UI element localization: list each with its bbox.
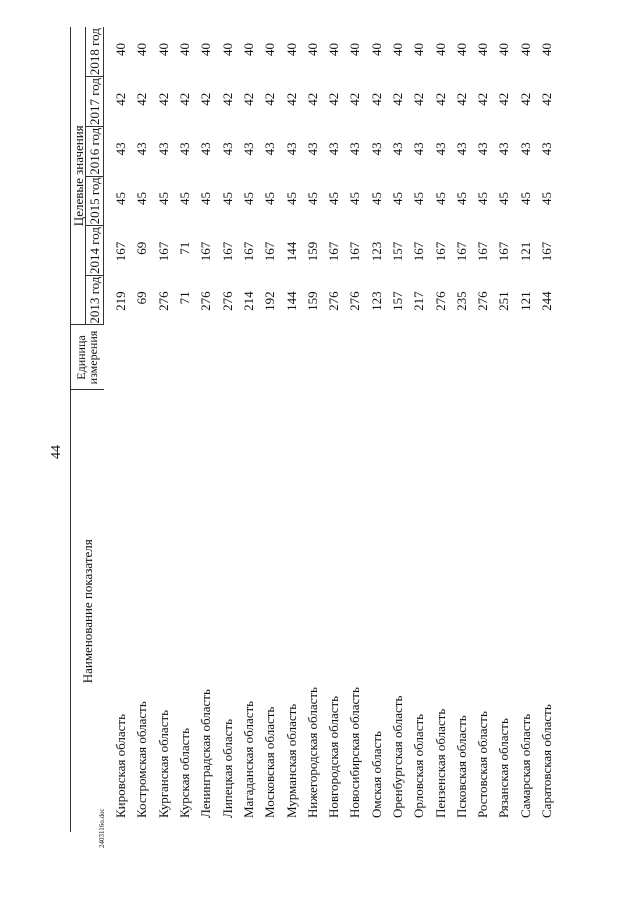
value-cell: 235 <box>453 291 469 311</box>
value-cell: 42 <box>219 92 235 106</box>
value-cell: 42 <box>411 92 427 106</box>
value-cell: 167 <box>240 241 256 262</box>
table-row <box>238 27 259 832</box>
unit-cell <box>408 325 429 390</box>
value-cell: 45 <box>390 192 405 206</box>
value-cell: 42 <box>304 92 320 106</box>
value-cell: 40 <box>390 43 405 56</box>
table-row <box>536 27 557 832</box>
header-indicator-name: Наименование показателя <box>71 390 104 832</box>
region-name: Мурманская область <box>283 703 299 818</box>
value-cell: 43 <box>347 142 363 156</box>
header-year: 2018 год <box>87 28 102 76</box>
region-name: Липецкая область <box>219 718 235 818</box>
unit-cell <box>344 325 365 390</box>
value-cell: 43 <box>283 142 299 156</box>
value-cell: 167 <box>113 241 129 262</box>
value-cell: 43 <box>368 142 384 156</box>
value-cell: 42 <box>177 92 193 106</box>
unit-cell <box>323 325 344 390</box>
value-cell: 45 <box>539 192 555 206</box>
value-cell: 45 <box>496 192 512 206</box>
value-cell: 45 <box>219 192 235 206</box>
value-cell: 42 <box>347 92 363 106</box>
unit-cell <box>238 325 259 390</box>
value-cell: 40 <box>262 43 278 56</box>
table-row <box>408 27 429 832</box>
value-cell: 167 <box>347 241 363 262</box>
value-cell: 167 <box>262 241 278 262</box>
value-cell: 40 <box>219 43 235 56</box>
value-cell: 40 <box>368 43 384 56</box>
unit-cell <box>387 325 408 390</box>
table-row <box>323 27 344 832</box>
value-cell: 45 <box>240 192 256 206</box>
region-name: Оренбургская область <box>390 695 405 818</box>
region-name: Курская область <box>177 727 193 818</box>
value-cell: 123 <box>368 291 384 311</box>
value-cell: 42 <box>496 92 512 106</box>
unit-cell <box>259 325 280 390</box>
value-cell: 144 <box>283 241 299 262</box>
table-row <box>131 27 152 832</box>
value-cell: 42 <box>368 92 384 106</box>
value-cell: 276 <box>347 291 363 311</box>
value-cell: 40 <box>432 43 448 56</box>
value-cell: 42 <box>453 92 469 106</box>
unit-cell <box>536 325 557 390</box>
value-cell: 167 <box>432 241 448 262</box>
value-cell: 40 <box>155 43 171 56</box>
table-row <box>174 27 195 832</box>
value-cell: 40 <box>177 43 193 56</box>
value-cell: 121 <box>517 291 533 311</box>
value-cell: 43 <box>262 142 278 156</box>
value-cell: 167 <box>219 241 235 262</box>
value-cell: 40 <box>283 43 299 56</box>
table-row <box>493 27 514 832</box>
table-row <box>104 27 132 832</box>
value-cell: 69 <box>134 291 150 305</box>
value-cell: 43 <box>134 142 150 156</box>
value-cell: 214 <box>240 291 256 311</box>
region-name: Омская область <box>368 731 384 818</box>
header-year: 2017 год <box>87 78 102 126</box>
region-name: Рязанская область <box>496 718 512 818</box>
value-cell: 43 <box>411 142 427 156</box>
table-row <box>280 27 301 832</box>
value-cell: 45 <box>155 192 171 206</box>
value-cell: 244 <box>539 291 555 311</box>
value-cell: 121 <box>517 241 533 262</box>
value-cell: 217 <box>411 291 427 311</box>
region-name: Ленинградская область <box>198 689 214 818</box>
value-cell: 42 <box>283 92 299 106</box>
table-body <box>104 27 558 832</box>
value-cell: 144 <box>283 291 299 311</box>
table-header-row <box>71 27 86 832</box>
table-row <box>216 27 237 832</box>
value-cell: 40 <box>326 43 342 56</box>
value-cell: 276 <box>475 291 491 311</box>
unit-cell <box>153 325 174 390</box>
value-cell: 276 <box>198 291 214 311</box>
region-name: Орловская область <box>411 713 427 818</box>
unit-cell <box>451 325 472 390</box>
value-cell: 43 <box>240 142 256 156</box>
value-cell: 43 <box>475 142 491 156</box>
value-cell: 45 <box>198 192 214 206</box>
value-cell: 43 <box>432 142 448 156</box>
value-cell: 45 <box>177 192 193 206</box>
header-year: 2016 год <box>87 127 102 175</box>
value-cell: 45 <box>283 192 299 206</box>
value-cell: 45 <box>517 192 533 206</box>
table-row <box>451 27 472 832</box>
table-row <box>259 27 280 832</box>
value-cell: 40 <box>304 43 320 56</box>
value-cell: 40 <box>240 43 256 56</box>
value-cell: 167 <box>496 241 512 262</box>
value-cell: 40 <box>134 43 150 56</box>
region-name: Псковская область <box>453 715 469 818</box>
value-cell: 45 <box>453 192 469 206</box>
header-target-values: Целевые значения <box>71 27 86 325</box>
value-cell: 69 <box>134 241 150 255</box>
value-cell: 192 <box>262 291 278 311</box>
value-cell: 45 <box>113 192 129 206</box>
value-cell: 71 <box>177 241 193 255</box>
table-row <box>429 27 450 832</box>
value-cell: 40 <box>517 43 533 56</box>
value-cell: 40 <box>198 43 214 56</box>
document-code: 2403116о.doc <box>98 808 106 848</box>
value-cell: 40 <box>539 43 555 56</box>
value-cell: 42 <box>539 92 555 106</box>
value-cell: 45 <box>262 192 278 206</box>
value-cell: 45 <box>326 192 342 206</box>
value-cell: 43 <box>390 142 405 156</box>
value-cell: 42 <box>113 92 129 106</box>
value-cell: 43 <box>304 142 320 156</box>
region-name: Костромская область <box>134 701 150 818</box>
unit-cell <box>131 325 152 390</box>
table-row <box>153 27 174 832</box>
value-cell: 42 <box>262 92 278 106</box>
value-cell: 42 <box>432 92 448 106</box>
value-cell: 157 <box>390 241 405 262</box>
unit-cell <box>195 325 216 390</box>
value-cell: 40 <box>453 43 469 56</box>
region-name: Пензенская область <box>432 708 448 818</box>
value-cell: 42 <box>390 92 405 106</box>
value-cell: 42 <box>198 92 214 106</box>
value-cell: 42 <box>240 92 256 106</box>
value-cell: 40 <box>475 43 491 56</box>
value-cell: 43 <box>517 142 533 156</box>
region-name: Курганская область <box>155 709 171 818</box>
header-unit-line2: измерения <box>86 330 101 385</box>
unit-cell <box>216 325 237 390</box>
value-cell: 43 <box>326 142 342 156</box>
unit-cell <box>515 325 536 390</box>
header-unit <box>71 325 104 390</box>
value-cell: 45 <box>347 192 363 206</box>
unit-cell <box>429 325 450 390</box>
value-cell: 43 <box>155 142 171 156</box>
value-cell: 43 <box>453 142 469 156</box>
region-name: Новосибирская область <box>347 687 363 818</box>
value-cell: 159 <box>304 241 320 262</box>
indicators-table <box>70 27 557 832</box>
value-cell: 167 <box>326 241 342 262</box>
unit-cell <box>493 325 514 390</box>
region-name: Магаданская область <box>240 700 256 818</box>
value-cell: 45 <box>475 192 491 206</box>
unit-cell <box>280 325 301 390</box>
value-cell: 167 <box>155 241 171 262</box>
unit-cell <box>302 325 323 390</box>
value-cell: 42 <box>326 92 342 106</box>
value-cell: 167 <box>475 241 491 262</box>
value-cell: 42 <box>475 92 491 106</box>
unit-cell <box>174 325 195 390</box>
unit-cell <box>104 325 132 390</box>
table-row <box>366 27 387 832</box>
table-row <box>302 27 323 832</box>
value-cell: 276 <box>432 291 448 311</box>
region-name: Кировская область <box>112 713 128 818</box>
unit-cell <box>366 325 387 390</box>
value-cell: 219 <box>113 291 129 311</box>
table-row <box>515 27 536 832</box>
value-cell: 40 <box>496 43 512 56</box>
value-cell: 159 <box>304 291 320 311</box>
region-name: Московская область <box>262 706 278 818</box>
table-row <box>472 27 493 832</box>
table-row <box>195 27 216 832</box>
value-cell: 43 <box>496 142 512 156</box>
value-cell: 276 <box>219 291 235 311</box>
unit-cell <box>472 325 493 390</box>
value-cell: 276 <box>155 291 171 311</box>
value-cell: 167 <box>453 241 469 262</box>
value-cell: 251 <box>496 291 512 311</box>
value-cell: 157 <box>390 291 405 311</box>
value-cell: 123 <box>368 241 384 262</box>
region-name: Нижегородская область <box>304 687 320 818</box>
page-number: 44 <box>49 445 64 459</box>
rotated-table-page <box>70 27 592 832</box>
header-year: 2015 год <box>87 177 102 225</box>
value-cell: 43 <box>198 142 214 156</box>
value-cell: 167 <box>539 241 555 262</box>
value-cell: 43 <box>219 142 235 156</box>
value-cell: 40 <box>113 43 129 56</box>
value-cell: 42 <box>517 92 533 106</box>
value-cell: 71 <box>177 291 193 305</box>
region-name: Новгородская область <box>326 695 342 818</box>
header-unit-line1: Единица <box>73 335 88 380</box>
value-cell: 43 <box>177 142 193 156</box>
header-year: 2013 год <box>87 276 102 324</box>
region-name: Ростовская область <box>475 711 491 818</box>
region-name: Саратовская область <box>539 704 555 818</box>
value-cell: 40 <box>411 43 427 56</box>
value-cell: 167 <box>411 241 427 262</box>
value-cell: 45 <box>134 192 150 206</box>
value-cell: 45 <box>368 192 384 206</box>
value-cell: 42 <box>155 92 171 106</box>
value-cell: 42 <box>134 92 150 106</box>
region-name: Самарская область <box>517 713 533 818</box>
table-row <box>344 27 365 832</box>
value-cell: 45 <box>411 192 427 206</box>
value-cell: 40 <box>347 43 363 56</box>
header-year: 2014 год <box>87 227 102 275</box>
value-cell: 43 <box>113 142 129 156</box>
table-row <box>387 27 408 832</box>
value-cell: 43 <box>539 142 555 156</box>
value-cell: 167 <box>198 241 214 262</box>
value-cell: 45 <box>432 192 448 206</box>
value-cell: 276 <box>326 291 342 311</box>
value-cell: 45 <box>304 192 320 206</box>
